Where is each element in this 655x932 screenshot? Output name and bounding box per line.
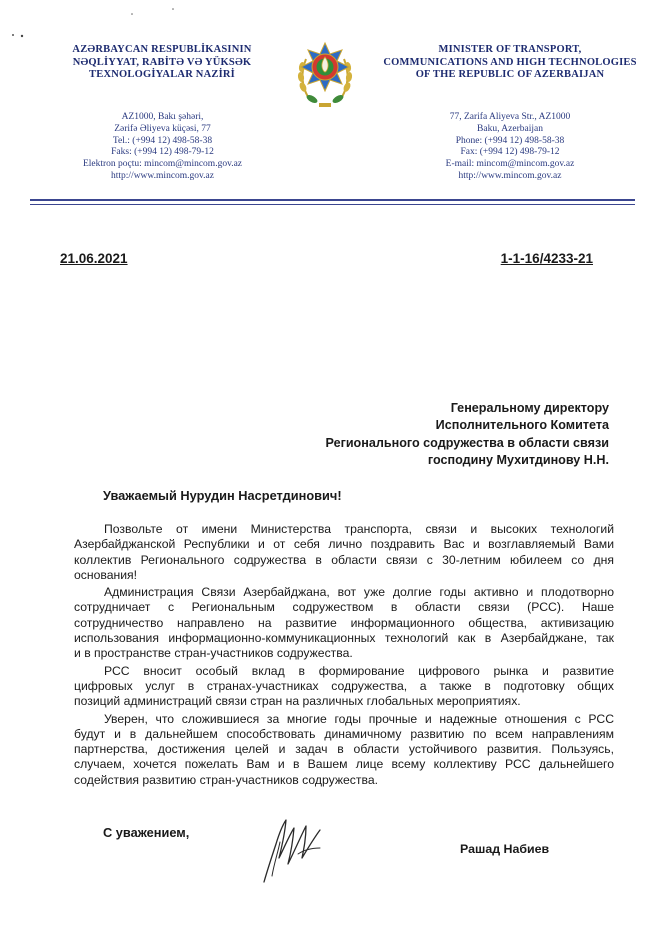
closing-phrase: С уважением,: [103, 825, 190, 840]
paragraph: [74, 522, 614, 583]
body-line: будут и в дальнейшем способствовать динамичному развитию по всем направлениям: [74, 726, 614, 741]
letter-reference-number: 1-1-16/4233-21: [500, 251, 593, 266]
body-line: позиций администраций связи стран на различных глобальных мероприятиях.: [74, 694, 521, 709]
body-line: и в пространстве стран-участников содружества.: [74, 646, 353, 661]
title-az-line: TEXNOLOGİYALAR NAZİRİ: [89, 69, 235, 80]
letter-body: [74, 522, 614, 790]
address-line: Elektron poçtu: mincom@mincom.gov.az: [82, 159, 243, 170]
recipient-line: Регионального содружества в области связи: [325, 435, 609, 450]
title-en-line: COMMUNICATIONS AND HIGH TECHNOLOGIES: [383, 56, 637, 68]
recipient-line: господину Мухитдинову Н.Н.: [427, 453, 609, 468]
title-en-line: MINISTER OF TRANSPORT,: [438, 44, 582, 55]
body-line: использования информационно-коммуникационных технологий как в Азербайджане, так: [74, 631, 614, 646]
body-line: Позвольте от имени Министерства транспорта, связи и высоких технологий: [104, 522, 614, 536]
title-en-line: OF THE REPUBLIC OF AZERBAIJAN: [415, 69, 605, 80]
address-line: Fax: (+994 12) 498-79-12: [460, 147, 560, 158]
handwritten-signature: [258, 808, 338, 888]
body-line: Уверен, что сложившиеся за многие годы прочные и надежные отношения с РСС: [104, 711, 614, 726]
ministry-title-az: [38, 44, 286, 82]
body-line: случаем, хочется пожелать Вам и в Вашем лице всему коллективу РСС дальнейшего: [74, 757, 614, 772]
body-line: партнерства, достижения целей и задач в области устойчивого развития. Пользуясь,: [74, 742, 614, 757]
signer-name: Рашад Набиев: [460, 842, 550, 856]
title-az-line: NƏQLİYYAT, RABİTƏ VƏ YÜKSƏK: [72, 56, 252, 68]
ministry-title-en: [378, 44, 642, 82]
address-line: 77, Zarifa Aliyeva Str., AZ1000: [449, 112, 571, 122]
address-line: E-mail: mincom@mincom.gov.az: [445, 159, 575, 170]
address-line: Tel.: (+994 12) 498-58-38: [112, 135, 213, 146]
letter-date: 21.06.2021: [60, 251, 128, 266]
title-az-line: AZƏRBAYCAN RESPUBLİKASININ: [72, 44, 252, 55]
paragraph: [74, 585, 614, 661]
body-line: Администрация Связи Азербайджана, вот уже долгие годы активно и плодотворно: [104, 585, 614, 600]
scan-specks: [0, 0, 180, 40]
address-line: http://www.mincom.gov.az: [111, 170, 214, 181]
salutation: Уважаемый Нурудин Насретдинович!: [103, 488, 342, 503]
recipient-line: Исполнительного Комитета: [435, 418, 609, 433]
body-line: РСС вносит особый вклад в формирование цифрового рынка и развитие: [104, 663, 614, 678]
address-block-en: [380, 112, 640, 183]
body-line: коллектив Регионального содружества в области связи с 30-летним юбилеем со дня: [74, 552, 614, 567]
address-line: http://www.mincom.gov.az: [458, 170, 562, 181]
body-line: Азербайджанской Республики и от себя лично поздравить Вас и возглавляемый Вами: [74, 537, 614, 552]
recipient-line: Генеральному директору: [450, 401, 609, 415]
body-line: основания!: [74, 567, 138, 582]
address-line: AZ1000, Bakı şəhəri,: [121, 112, 204, 122]
body-line: содействия развитию стран-участников содружества.: [74, 772, 378, 787]
address-line: Faks: (+994 12) 498-79-12: [111, 147, 214, 158]
header-divider-thin: [30, 204, 635, 205]
paragraph: [74, 664, 614, 710]
address-line: Phone: (+994 12) 498-58-38: [455, 135, 565, 146]
header-divider-thick: [30, 199, 635, 201]
address-line: Zərifə Əliyeva küçəsi, 77: [114, 123, 211, 134]
recipient-block: [189, 400, 609, 470]
address-line: Baku, Azerbaijan: [477, 123, 543, 134]
body-line: сотрудничество направлено на развитие информационного общества, активизацию: [74, 615, 614, 630]
address-block-az: [40, 112, 285, 183]
body-line: сотрудничает с Региональным содружеством в области связи (РСС). Наше: [74, 600, 614, 615]
body-line: цифровых услуг в странах-участниках содружества, а также в подготовку общих: [74, 678, 614, 693]
state-emblem-icon: [294, 37, 356, 109]
paragraph: [74, 712, 614, 788]
